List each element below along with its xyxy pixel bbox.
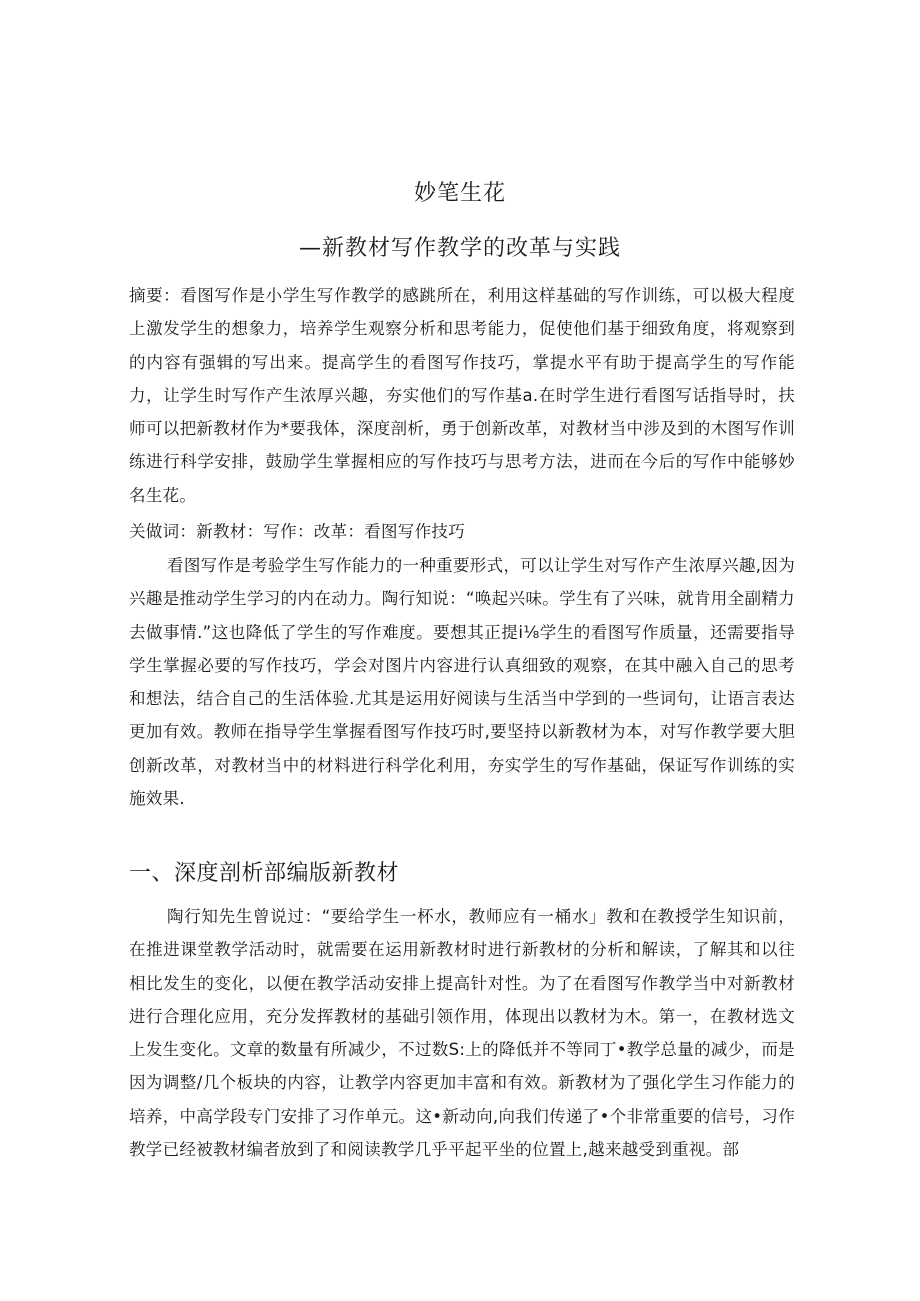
body-paragraph-1: 看图写作是考验学生写作能力的一种重要形式，可以让学生对写作产生浓厚兴趣,因为兴趣是推动学生学习的内在动力。陶行知说：“唤起兴味。学生有了兴味，就肯用全副精力去做事情.”这也降低了学生的写作难度。要想其正提i⅛学生的看图写作质量，还需要指导学生掌握必要的写作技巧，学会对图片内容进行认真细致的观察，在其中融入自己的思考和想法，结合自己的生活体验.尤其是运用好阅读与生活当中学到的一些词句，让语言表达更加有效。教师在指导学生掌握看图写作技巧时,要坚持以新教材为本，对写作教学要大胆创新改革，对教材当中的材料进行科学化利用，夯实学生的写作基础，保证写作训练的实施效果. xyxy=(129,556,795,809)
keywords-line: 关做词：新教材：写作：改革：看图写作技巧 xyxy=(129,522,465,541)
document-subtitle: —新教材写作教学的改革与实践 xyxy=(298,236,621,261)
document-title: 妙笔生花 xyxy=(413,181,506,206)
section-heading-1: 一、深度剖析部编版新教材 xyxy=(129,861,400,886)
body-paragraph-2: 陶行知先生曾说过：“要给学生一杯水，教师应有一桶水」教和在教授学生知识前，在推进课堂教学活动时，就需要在运用新教材时进行新教材的分析和解读，了解其和以往相比发生的变化，以便在教学活动安排上提高针对性。为了在看图写作教学当中对新教材进行合理化应用，充分发挥教材的基础引领作用，体现出以教材为木。第一，在教材选文上发生变化。文章的数量有所减少，不过数S:上的降低并不等同丁•教学总量的减少，而是因为调整/几个板块的内容，让教学内容更加丰富和有效。新教材为了强化学生习作能力的培养，中高学段专门安排了习作单元。这•新动向,向我们传递了•个非常重要的信号，习作教学已经被教材编者放到了和阅读教学几乎平起平坐的位置上,越来越受到重视。部 xyxy=(129,907,795,1160)
abstract-paragraph: 摘要：看图写作是小学生写作教学的感跳所在，利用这样基础的写作训练，可以极大程度上激发学生的想象力，培养学生观察分析和思考能力，促使他们基于细致角度，将观察到的内容有强辑的写出来。提高学生的看图写作技巧，掌提水平有助于提高学生的写作能力，让学生时写作产生浓厚兴趣，夯实他们的写作基a.在时学生进行看图写话指导时，扶师可以把新教材作为*要我体，深度剖析，勇于创新改革，对教材当中涉及到的木图写作训练进行科学安排，鼓励学生掌握相应的写作技巧与思考方法，进而在今后的写作中能够妙名生花。 xyxy=(129,286,795,505)
